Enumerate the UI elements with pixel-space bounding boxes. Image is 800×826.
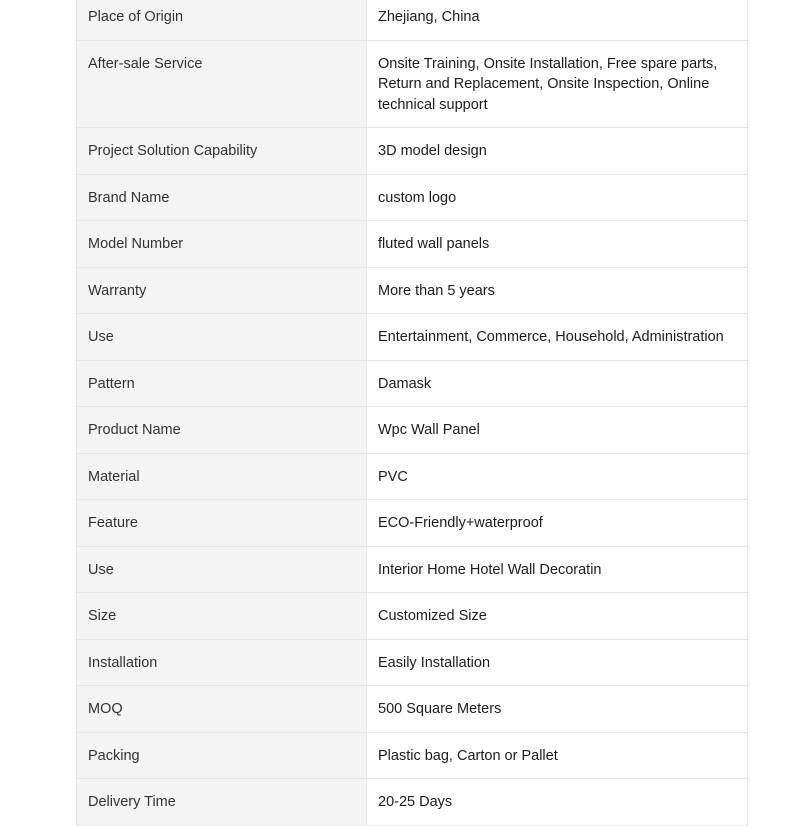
spec-label: Project Solution Capability bbox=[77, 128, 367, 175]
spec-value: Damask bbox=[367, 360, 748, 407]
spec-label: Feature bbox=[77, 500, 367, 547]
spec-label: Warranty bbox=[77, 267, 367, 314]
spec-value: Easily Installation bbox=[367, 639, 748, 686]
spec-value: Wpc Wall Panel bbox=[367, 407, 748, 454]
spec-row-material bbox=[77, 453, 748, 500]
spec-value: 500 Square Meters bbox=[367, 686, 748, 733]
spec-row-feature bbox=[77, 500, 748, 547]
spec-row-installation bbox=[77, 639, 748, 686]
spec-row-after-sale-service bbox=[77, 40, 748, 128]
spec-row-moq bbox=[77, 686, 748, 733]
spec-label: Brand Name bbox=[77, 174, 367, 221]
spec-row-use bbox=[77, 314, 748, 361]
spec-value: PVC bbox=[367, 453, 748, 500]
spec-label: Pattern bbox=[77, 360, 367, 407]
spec-row-size bbox=[77, 593, 748, 640]
spec-label: After-sale Service bbox=[77, 40, 367, 128]
spec-value: Entertainment, Commerce, Household, Administration bbox=[367, 314, 748, 361]
spec-label: Use bbox=[77, 314, 367, 361]
spec-value: Zhejiang, China bbox=[367, 0, 748, 40]
spec-value: Onsite Training, Onsite Installation, Free spare parts, Return and Replacement, Onsite Inspection, Online technical support bbox=[367, 40, 748, 128]
spec-label: Material bbox=[77, 453, 367, 500]
spec-row-warranty bbox=[77, 267, 748, 314]
spec-label: Model Number bbox=[77, 221, 367, 268]
spec-label: Place of Origin bbox=[77, 0, 367, 40]
spec-value: Customized Size bbox=[367, 593, 748, 640]
spec-value: ECO-Friendly+waterproof bbox=[367, 500, 748, 547]
spec-row-delivery-time bbox=[77, 779, 748, 826]
spec-value: 20-25 Days bbox=[367, 779, 748, 826]
spec-row-project-solution-capability bbox=[77, 128, 748, 175]
spec-row-product-name bbox=[77, 407, 748, 454]
spec-row-packing bbox=[77, 732, 748, 779]
spec-value: fluted wall panels bbox=[367, 221, 748, 268]
spec-value: custom logo bbox=[367, 174, 748, 221]
spec-value: Interior Home Hotel Wall Decoratin bbox=[367, 546, 748, 593]
spec-label: Delivery Time bbox=[77, 779, 367, 826]
spec-label: Packing bbox=[77, 732, 367, 779]
spec-label: Product Name bbox=[77, 407, 367, 454]
spec-value: 3D model design bbox=[367, 128, 748, 175]
spec-row-use-interior bbox=[77, 546, 748, 593]
spec-value: More than 5 years bbox=[367, 267, 748, 314]
spec-row-pattern bbox=[77, 360, 748, 407]
product-specifications-table bbox=[76, 0, 748, 826]
spec-label: Installation bbox=[77, 639, 367, 686]
spec-label: Use bbox=[77, 546, 367, 593]
spec-value: Plastic bag, Carton or Pallet bbox=[367, 732, 748, 779]
spec-row-model-number bbox=[77, 221, 748, 268]
spec-label: MOQ bbox=[77, 686, 367, 733]
spec-label: Size bbox=[77, 593, 367, 640]
spec-row-brand-name bbox=[77, 174, 748, 221]
spec-row-place-of-origin bbox=[77, 0, 748, 40]
